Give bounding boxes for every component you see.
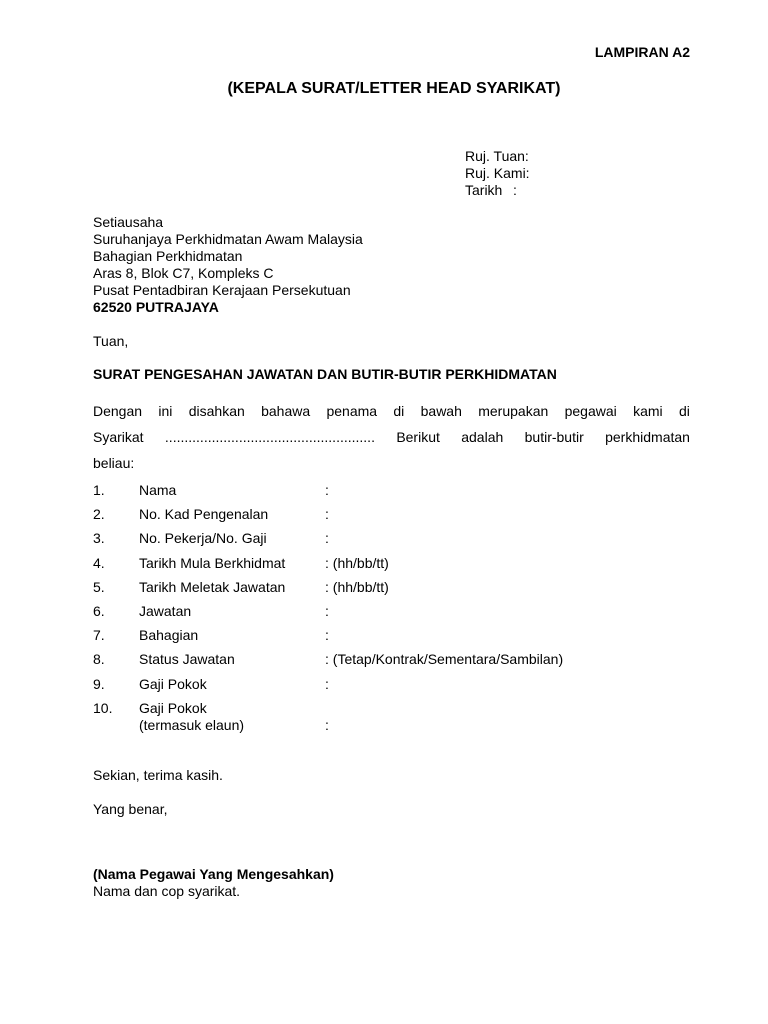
recipient-address [93, 214, 363, 316]
paragraph-word: adalah [461, 429, 504, 445]
detail-value: : [325, 530, 329, 547]
detail-label: No. Pekerja/No. Gaji [139, 530, 267, 547]
detail-number: 3. [93, 530, 105, 547]
detail-value: : [325, 482, 329, 498]
detail-value: : [325, 602, 329, 619]
paragraph-word: di [393, 403, 405, 419]
paragraph-word: butir-butir [524, 429, 584, 445]
ruj-tuan: Ruj. Tuan: [465, 148, 529, 164]
paragraph-word: Dengan [93, 403, 143, 419]
detail-number: 6. [93, 602, 105, 619]
signer-name: (Nama Pegawai Yang Mengesahkan) [93, 866, 334, 882]
detail-number: 10. [93, 699, 113, 716]
detail-label: Nama [139, 482, 177, 498]
address-line: Suruhanjaya Perkhidmatan Awam Malaysia [93, 231, 363, 247]
detail-label: Status Jawatan [139, 651, 235, 668]
paragraph-word: perkhidmatan [605, 429, 690, 445]
detail-value: : (Tetap/Kontrak/Sementara/Sambilan) [325, 651, 564, 668]
paragraph-word: merupakan [478, 403, 549, 419]
body-paragraph [93, 398, 690, 476]
paragraph-word: di [678, 403, 690, 419]
reference-block [465, 148, 530, 199]
address-line: Bahagian Perkhidmatan [93, 248, 243, 264]
detail-number: 5. [93, 578, 105, 595]
paragraph-word: penama [326, 403, 378, 419]
detail-number: 1. [93, 482, 105, 498]
address-line: Setiausaha [93, 214, 164, 230]
detail-number: 2. [93, 506, 105, 523]
paragraph-word: disahkan [188, 403, 245, 419]
detail-label: Tarikh Mula Berkhidmat [139, 554, 286, 571]
detail-label: Gaji Pokok [139, 699, 207, 716]
paragraph-word: bawah [420, 403, 462, 419]
paragraph-word: Berikut [396, 429, 440, 445]
paragraph-word: bahawa [261, 403, 311, 419]
tarikh-colon: : [513, 182, 517, 198]
paragraph-line-1 [93, 398, 690, 424]
detail-number: 7. [93, 627, 105, 644]
tarikh-row [465, 182, 530, 199]
detail-value: : [325, 675, 329, 692]
detail-label: Jawatan [139, 602, 192, 619]
detail-number: 4. [93, 554, 105, 571]
paragraph-word: ...................................................... [164, 429, 375, 445]
detail-value: : [325, 627, 329, 644]
company-stamp-note: Nama dan cop syarikat. [93, 883, 241, 899]
salutation: Tuan, [93, 333, 129, 349]
detail-number: 8. [93, 651, 105, 668]
paragraph-word: ini [158, 403, 173, 419]
detail-value: : [325, 506, 329, 523]
closing-remark: Sekian, terima kasih. [93, 767, 223, 783]
address-line: Aras 8, Blok C7, Kompleks C [93, 265, 274, 281]
paragraph-line-2 [93, 424, 690, 450]
tarikh-label: Tarikh [465, 182, 503, 198]
detail-number: 9. [93, 675, 105, 692]
detail-label: Tarikh Meletak Jawatan [139, 578, 286, 595]
paragraph-word: pegawai [564, 403, 617, 419]
address-postcode-city: 62520 PUTRAJAYA [93, 299, 219, 315]
paragraph-word: kami [633, 403, 663, 419]
valediction: Yang benar, [93, 801, 168, 817]
detail-label: Gaji Pokok [139, 675, 207, 692]
paragraph-line-3: beliau: [93, 455, 135, 471]
detail-label-note: (termasuk elaun) [139, 716, 245, 733]
detail-value: : [325, 716, 329, 733]
address-line: Pusat Pentadbiran Kerajaan Persekutuan [93, 282, 351, 298]
ruj-kami: Ruj. Kami: [465, 165, 530, 181]
letter-subject: SURAT PENGESAHAN JAWATAN DAN BUTIR-BUTIR PERKHIDMATAN [93, 366, 557, 382]
detail-label: Bahagian [139, 627, 199, 644]
detail-value: : (hh/bb/tt) [325, 554, 389, 571]
detail-label: No. Kad Pengenalan [139, 506, 269, 523]
detail-value: : (hh/bb/tt) [325, 578, 389, 595]
letterhead-title: (KEPALA SURAT/LETTER HEAD SYARIKAT) [227, 80, 561, 97]
appendix-label: LAMPIRAN A2 [594, 44, 690, 60]
paragraph-word: Syarikat [93, 429, 144, 445]
